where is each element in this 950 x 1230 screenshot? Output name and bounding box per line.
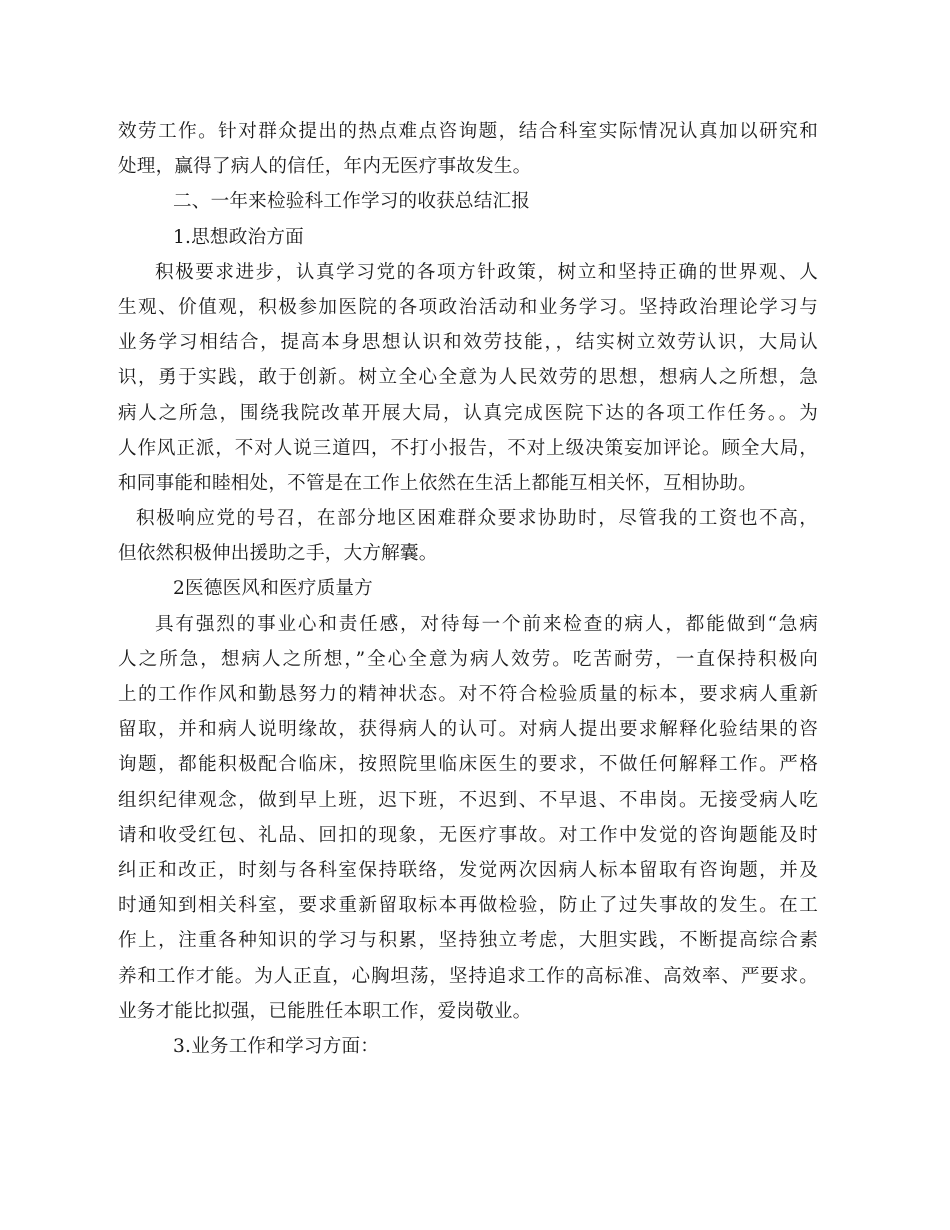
paragraph-line: 上的工作作风和勤恳努力的精神状态。对不符合检验质量的标本，要求病人重新 — [118, 684, 818, 705]
paragraph-line: 纠正和改正，时刻与各科室保持联络，发觉两次因病人标本留取有咨询题，并及 — [118, 859, 818, 881]
paragraph-line: 询题，都能积极配合临床，按照院里临床医生的要求，不做任何解释工作。严格 — [118, 754, 818, 776]
paragraph-line: 处理，赢得了病人的信任，年内无医疗事故发生。 — [118, 156, 532, 178]
paragraph-line: 业务才能比拟强，已能胜任本职工作，爱岗敬业。 — [118, 1000, 532, 1022]
paragraph-line: 人作风正派，不对人说三道四，不打小报告，不对上级决策妄加评论。顾全大局， — [118, 437, 818, 459]
paragraph-line: 但依然积极伸出援助之手，大方解囊。 — [118, 543, 438, 565]
paragraph-line: 和同事能和睦相处，不管是在工作上依然在生活上都能互相关怀，互相协助。 — [118, 472, 757, 494]
paragraph-line: 识，勇于实践，敢于创新。树立全心全意为人民效劳的思想，想病人之所想，急 — [118, 367, 818, 389]
paragraph-line: 组织纪律观念，做到早上班，迟下班，不迟到、不早退、不串岗。无接受病人吃 — [118, 789, 818, 811]
paragraph-line: 时通知到相关科室，要求重新留取标本再做检验，防止了过失事故的发生。在工 — [118, 895, 818, 917]
paragraph-line: 人之所急，想病人之所想，”全心全意为病人效劳。吃苦耐劳，一直保持积极向 — [118, 648, 818, 670]
paragraph-line: 具有强烈的事业心和责任感，对待每一个前来检查的病人，都能做到“急病 — [155, 613, 818, 635]
paragraph-line: 病人之所急，围绕我院改革开展大局，认真完成医院下达的各项工作任务。。为 — [118, 402, 818, 424]
paragraph-line: 留取，并和病人说明缘故，获得病人的认可。对病人提出要求解释化验结果的咨 — [118, 719, 818, 741]
paragraph-line: 生观、价值观，积极参加医院的各项政治活动和业务学习。坚持政治理论学习与 — [118, 296, 818, 318]
paragraph-line: 养和工作才能。为人正直，心胸坦荡，坚持追求工作的高标准、高效率、严要求。 — [118, 965, 818, 987]
paragraph-line: 效劳工作。针对群众提出的热点难点咨询题，结合科室实际情况认真加以研究和 — [118, 121, 818, 142]
paragraph-line: 业务学习相结合，提高本身思想认识和效劳技能，，结实树立效劳认识，大局认 — [118, 332, 818, 354]
paragraph-line: 积极要求进步，认真学习党的各项方针政策，树立和坚持正确的世界观、人 — [155, 261, 818, 283]
paragraph-line: 积极响应党的号召，在部分地区困难群众要求协助时，尽管我的工资也不高， — [136, 508, 818, 530]
subsection-heading: 1.思想政治方面 — [173, 226, 304, 248]
section-heading: 二、一年来检验科工作学习的收获总结汇报 — [173, 191, 531, 213]
paragraph-line: 作上，注重各种知识的学习与积累，坚持独立考虑，大胆实践，不断提高综合素 — [118, 930, 818, 952]
paragraph-line: 请和收受红包、礼品、回扣的现象，无医疗事故。对工作中发觉的咨询题能及时 — [118, 824, 818, 846]
document-body — [118, 114, 818, 1064]
subsection-heading: 3.业务工作和学习方面： — [173, 1035, 380, 1057]
subsection-heading: 2医德医风和医疗质量方 — [173, 578, 373, 600]
